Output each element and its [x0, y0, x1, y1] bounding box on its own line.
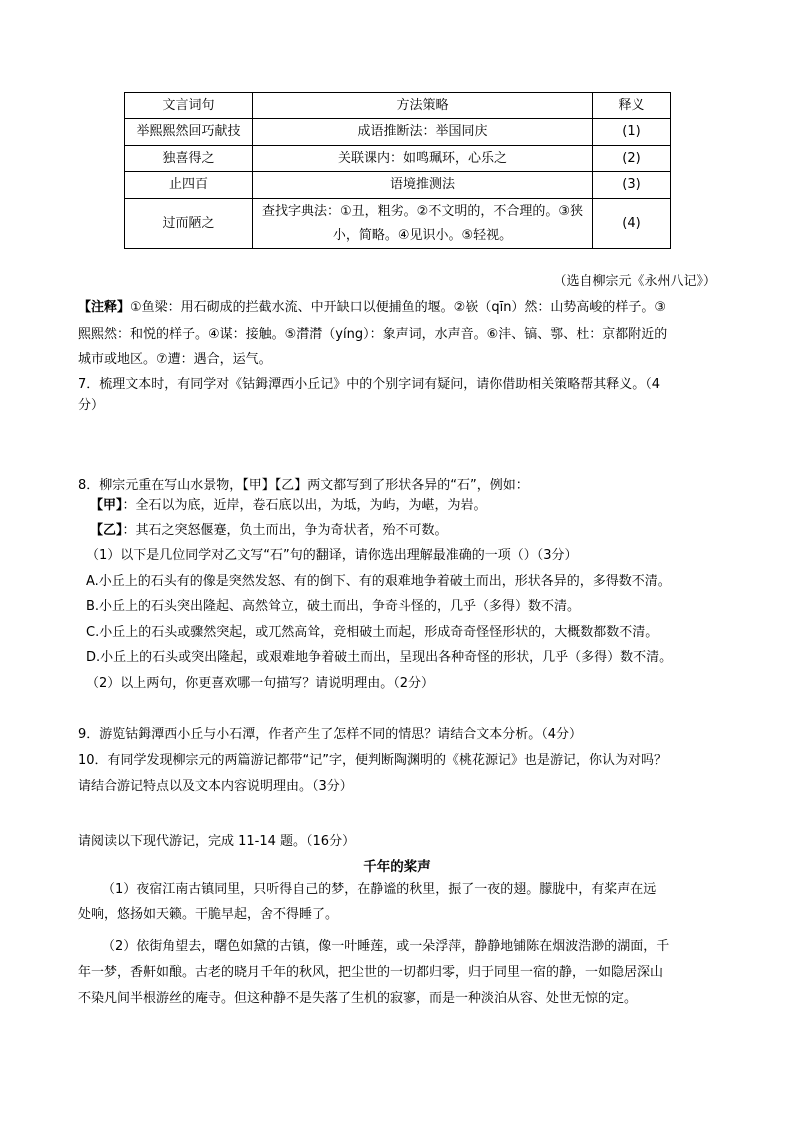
question-8-sub1: （1）以下是几位同学对乙文写“石”句的翻译，请你选出理解最准确的一项（）（3分） — [86, 548, 578, 563]
notes-line-2: 熙熙然：和悦的样子。④谋：接触。⑤潸潸（yíng）：象声词，水声音。⑥沣、镐、鄠、杜：京都附近的 — [78, 327, 668, 342]
question-7-cont: 分） — [78, 398, 105, 413]
passage-title: 千年的桨声 — [363, 859, 431, 875]
cell-meaning: (1) — [593, 119, 671, 146]
question-8-sub2: （2）以上两句，你更喜欢哪一句描写？请说明理由。（2分） — [86, 676, 435, 691]
question-8: 8．柳宗元重在写山水景物，【甲】【乙】两文都写到了形状各异的“石”，例如： — [78, 478, 529, 493]
option-b: B.小丘上的石头突出隆起、高然耸立，破土而出，争奇斗怪的，几乎（多得）数不清。 — [86, 599, 581, 614]
paragraph-2-line-3: 不染凡间半根游丝的庵寺。但这种静不是失落了生机的寂寥，而是一种淡泊从容、处世无惊的定。 — [78, 991, 638, 1006]
paragraph-1-line-2: 处响，悠扬如天籁。干脆早起，舍不得睡了。 — [78, 907, 339, 922]
cell-meaning: (3) — [593, 172, 671, 199]
yi-text: ：其石之突怒偃蹇，负土而出，争为奇状者，殆不可数。 — [122, 523, 448, 538]
header-method: 方法策略 — [253, 93, 593, 119]
header-meaning: 释义 — [593, 93, 671, 119]
cell-method-wrap — [253, 199, 593, 249]
cell-phrase: 举熙熙然回巧献技 — [125, 119, 253, 146]
yi-label: 【乙】 — [90, 523, 123, 538]
paragraph-1-line-1: （1）夜宿江南古镇同里，只听得自己的梦，在静谧的秋里，振了一夜的翅。朦胧中，有桨声在远 — [102, 882, 657, 897]
question-9: 9．游览钴鉧潭西小丘与小石潭，作者产生了怎样不同的情思？请结合文本分析。（4分） — [78, 727, 583, 742]
cell-phrase: 独喜得之 — [125, 146, 253, 172]
question-10: 10．有同学发现柳宗元的两篇游记都带“记”字，便判断陶渊明的《桃花源记》也是游记，你认为对吗？ — [78, 753, 668, 768]
paragraph-2-line-2: 年一梦，香鼾如酿。古老的晓月千年的秋风，把尘世的一切都归零，归于同里一宿的静，一如隐居深山 — [78, 965, 664, 980]
option-a: A.小丘上的石头有的像是突然发怒、有的倒下、有的艰难地争着破土而出，形状各异的，多得数不清。 — [86, 574, 671, 589]
jia-text: ：全石以为底，近岸，卷石底以出，为坻，为屿，为嵁，为岩。 — [122, 498, 487, 513]
table-row — [125, 119, 671, 146]
notes-line-3: 城市或地区。⑦遭：遇合，运气。 — [78, 352, 272, 367]
question-7: 7．梳理文本时，有同学对《钴鉧潭西小丘记》中的个别字词有疑问，请你借助相关策略帮其释义。（4 — [78, 377, 661, 392]
notes-label: 【注释】 — [78, 300, 131, 315]
cell-phrase: 止四百 — [125, 172, 253, 199]
table-row — [125, 199, 671, 249]
notes-line-1 — [78, 299, 666, 317]
jia-label: 【甲】 — [90, 498, 123, 513]
header-phrase: 文言词句 — [125, 93, 253, 119]
cell-meaning: (4) — [593, 199, 671, 249]
option-d: D.小丘上的石头或突出隆起，或艰难地争着破土而出，呈现出各种奇怪的形状，几乎（多得）数不清。 — [86, 650, 673, 665]
source-citation: （选自柳宗元《永州八记》） — [553, 274, 716, 289]
table-row — [125, 172, 671, 199]
cell-method: 语境推测法 — [253, 172, 593, 199]
strategy-table — [124, 92, 671, 249]
quote-jia — [90, 497, 487, 515]
table-header-row — [125, 93, 671, 119]
cell-method: 成语推断法：举国同庆 — [253, 119, 593, 146]
paragraph-2-line-1: （2）依街角望去，曙色如黛的古镇，像一叶睡莲，或一朵浮萍，静静地铺陈在烟波浩渺的湖面，千 — [102, 939, 670, 954]
notes-text: ①鱼梁：用石砌成的拦截水流、中开缺口以便捕鱼的堰。②嵚（qīn）然：山势高峻的样子。③ — [130, 300, 667, 315]
option-c: C.小丘上的石头或骤然突起，或兀然高耸，竞相破土而起，形成奇奇怪怪形状的，大概数都数不清。 — [86, 625, 659, 640]
question-10-cont: 请结合游记特点以及文本内容说明理由。（3分） — [78, 779, 353, 794]
cell-meaning: (2) — [593, 146, 671, 172]
reading-instruction: 请阅读以下现代游记，完成 11-14 题。（16分） — [78, 834, 356, 849]
cell-method: 查找字典法：①丑，粗劣。②不文明的，不合理的。③狭小，简略。④见识小。⑤轻视。 — [262, 203, 583, 243]
cell-method: 关联课内：如鸣珮环，心乐之 — [253, 146, 593, 172]
table-row — [125, 146, 671, 172]
quote-yi — [90, 522, 448, 540]
cell-phrase: 过而陋之 — [125, 199, 253, 249]
